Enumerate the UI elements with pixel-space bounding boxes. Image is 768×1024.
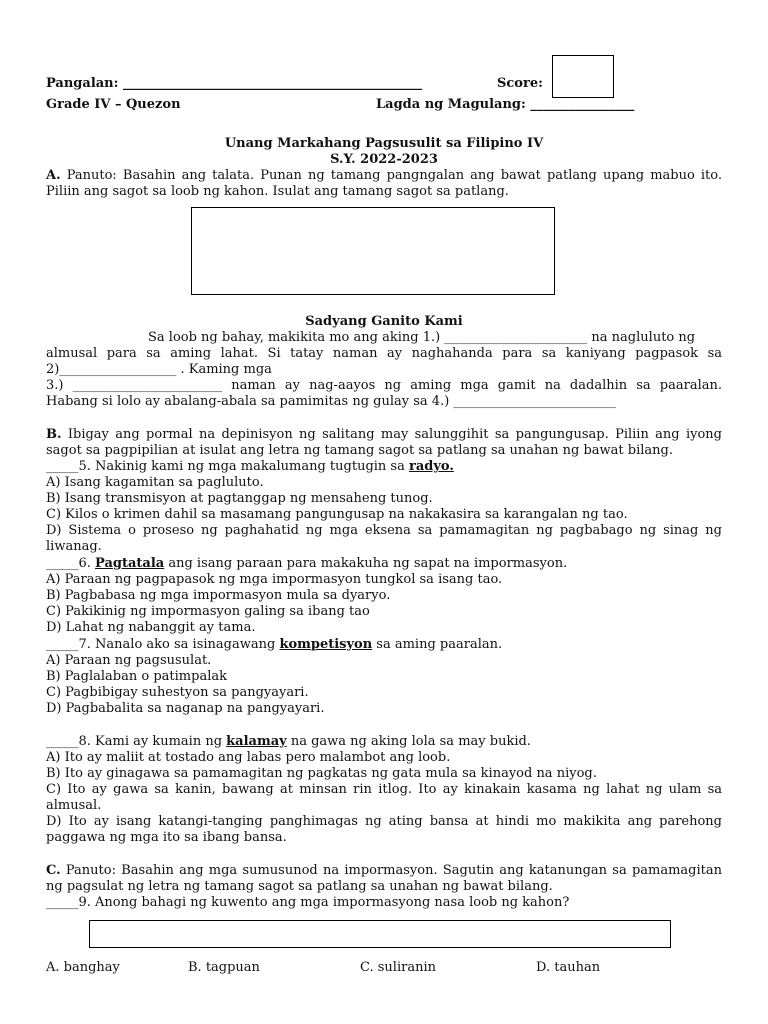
story-title: Sadyang Ganito Kami xyxy=(305,314,463,329)
q5-choice-c: C) Kilos o krimen dahil sa masamang pangungusap na nakakasira sa karangalan ng tao. xyxy=(46,507,628,522)
question-9: _____9. Anong bahagi ng kuwento ang mga impormasyong nasa loob ng kahon? xyxy=(46,895,570,910)
story-line-3: 2)__________________ . Kaming mga xyxy=(46,362,272,377)
q9-choice-d: D. tauhan xyxy=(536,960,601,975)
q7-prefix: _____7. Nanalo ako sa isinagawang xyxy=(46,637,280,652)
school-year: S.Y. 2022-2023 xyxy=(330,152,438,167)
section-b-letter: B. xyxy=(46,427,62,442)
q6-choice-a: A) Paraan ng pagpapasok ng mga impormasyon tungkol sa isang tao. xyxy=(46,572,503,587)
q6-choice-b: B) Pagbabasa ng mga impormasyon mula sa dyaryo. xyxy=(46,588,391,603)
question-5 xyxy=(46,459,454,475)
q6-keyword: Pagtatala xyxy=(95,556,165,571)
q5-choice-a: A) Isang kagamitan sa pagluluto. xyxy=(46,475,264,490)
q7-choice-c: C) Pagbibigay suhestyon sa pangyayari. xyxy=(46,685,309,700)
parent-sign-label: Lagda ng Magulang: ________________ xyxy=(376,97,635,112)
info-box xyxy=(89,920,671,948)
section-b-instructions xyxy=(46,427,722,459)
q9-choice-a: A. banghay xyxy=(46,960,120,975)
q8-prefix: _____8. Kami ay kumain ng xyxy=(46,734,227,749)
q6-choice-d: D) Lahat ng nabanggit ay tama. xyxy=(46,620,256,635)
question-6 xyxy=(46,556,567,572)
exam-title: Unang Markahang Pagsusulit sa Filipino IV xyxy=(224,136,544,151)
q6-suffix: ang isang paraan para makakuha ng sapat na impormasyon. xyxy=(164,556,568,571)
question-7 xyxy=(46,637,502,653)
q5-keyword: radyo. xyxy=(408,459,454,474)
q5-prefix: _____5. Nakinig kami ng mga makalumang tugtugin sa xyxy=(46,459,409,474)
section-a-letter: A. xyxy=(46,168,61,183)
q8-choice-c: C) Ito ay gawa sa kanin, bawang at minsan rin itlog. Ito ay kinakain kasama ng lahat ng ulam sa almusal. xyxy=(46,782,722,813)
q8-choice-d: D) Ito ay isang katangi-tanging panghimagas ng ating bansa at hindi mo makikita ang parehong paggawa ng mga ito sa ibang bansa. xyxy=(46,814,722,845)
section-c-letter: C. xyxy=(46,863,61,878)
word-choice-box xyxy=(191,207,555,295)
question-8 xyxy=(46,734,531,750)
section-a-instructions xyxy=(46,168,722,200)
q8-choice-b: B) Ito ay ginagawa sa pamamagitan ng pagkatas ng gata mula sa kinayod na niyog. xyxy=(46,766,597,781)
story-line-4: 3.) _______________________ naman ay nag-aayos ng aming mga gamit na dadalhin sa paaralan. xyxy=(46,378,722,393)
section-b-text: Ibigay ang pormal na depinisyon ng salitang may salunggihit sa pangungusap. Piliin ang iyong sagot sa pagpipilian at isulat ang letra ng tamang sagot sa patlang sa unahan ng bawat bilang. xyxy=(46,427,722,458)
grade-label: Grade IV – Quezon xyxy=(46,97,181,112)
q8-keyword: kalamay xyxy=(226,734,287,749)
score-label: Score: xyxy=(497,76,543,91)
q7-keyword: kompetisyon xyxy=(279,637,373,652)
q6-prefix: _____6. xyxy=(46,556,96,571)
q7-choice-a: A) Paraan ng pagsusulat. xyxy=(46,653,212,668)
q7-choice-d: D) Pagbabalita sa naganap na pangyayari. xyxy=(46,701,325,716)
q8-choice-a: A) Ito ay maliit at tostado ang labas pero malambot ang loob. xyxy=(46,750,451,765)
q6-choice-c: C) Pakikinig ng impormasyon galing sa ibang tao xyxy=(46,604,370,619)
score-box[interactable] xyxy=(552,55,614,98)
q5-choice-d: D) Sistema o proseso ng paghahatid ng mga eksena sa pamamagitan ng pagbabago ng sinag ng liwanag. xyxy=(46,523,722,554)
section-a-text: Panuto: Basahin ang talata. Punan ng tamang pangngalan ang bawat patlang upang mabuo ito. Piliin ang sagot sa loob ng kahon. Isulat ang tamang sagot sa patlang. xyxy=(46,168,722,199)
story-line-5: Habang si lolo ay abalang-abala sa pamimitas ng gulay sa 4.) _________________________ xyxy=(46,394,616,409)
story-line-1: Sa loob ng bahay, makikita mo ang aking 1.) ______________________ na nagluluto ng xyxy=(148,330,696,345)
name-label: Pangalan: ______________________________________________ xyxy=(46,76,422,91)
q8-suffix: na gawa ng aking lola sa may bukid. xyxy=(286,734,531,749)
q9-choice-c: C. suliranin xyxy=(360,960,436,975)
q7-suffix: sa aming paaralan. xyxy=(372,637,503,652)
section-c-text: Panuto: Basahin ang mga sumusunod na impormasyon. Sagutin ang katanungan sa pamamagitan ng pagsulat ng letra ng tamang sagot sa patlang sa unahan ng bawat bilang. xyxy=(46,863,722,894)
section-c-instructions xyxy=(46,863,722,895)
story-line-2: almusal para sa aming lahat. Si tatay naman ay naghahanda para sa kaniyang pagpasok sa xyxy=(46,346,722,361)
q5-choice-b: B) Isang transmisyon at pagtanggap ng mensaheng tunog. xyxy=(46,491,433,506)
q7-choice-b: B) Paglalaban o patimpalak xyxy=(46,669,227,684)
q9-choice-b: B. tagpuan xyxy=(188,960,260,975)
